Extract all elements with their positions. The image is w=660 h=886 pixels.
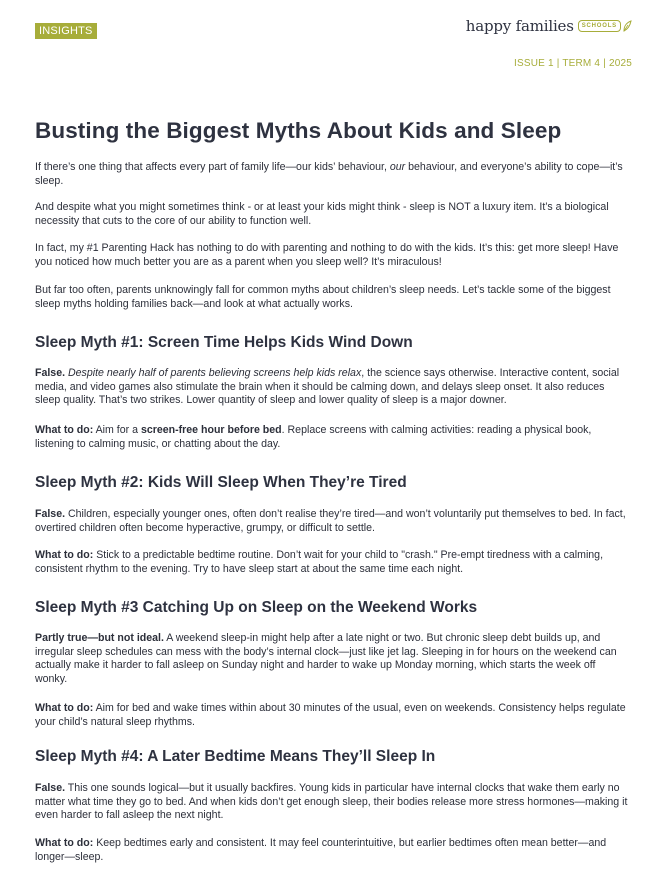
brand-badge: SCHOOLS xyxy=(578,20,621,32)
intro-text: behaviour, and everyone’s ability to cope—it’s sleep. xyxy=(35,161,623,187)
leaf-icon xyxy=(622,20,632,32)
todo-text: Keep bedtimes early and consistent. It may feel counterintuitive, but earlier bedtimes often mean better—and longer—sleep. xyxy=(35,837,607,863)
myth-heading: Sleep Myth #4: A Later Bedtime Means They’ll Sleep In xyxy=(35,748,436,765)
verdict-text: A weekend sleep-in might help after a late night or two. But chronic sleep debt builds up, and irregular sleep schedules can mess with the body’s internal clock—just like jet lag. Sleeping in for hours on the weekend can actually make it harder to fall asleep on Sunday night and harder to wake up Monday morning, which starts the week off wonky. xyxy=(35,632,617,685)
intro-paragraph-1 xyxy=(35,161,630,188)
what-to-do-paragraph xyxy=(35,549,630,576)
what-to-do-label: What to do: xyxy=(35,549,94,561)
page-title: Busting the Biggest Myths About Kids and Sleep xyxy=(35,118,562,143)
what-to-do-paragraph xyxy=(35,424,630,451)
what-to-do-label: What to do: xyxy=(35,837,94,849)
intro-text: If there’s one thing that affects every part of family life—our kids’ behaviour, xyxy=(35,161,390,173)
brand-name: happy families xyxy=(465,17,574,35)
todo-text: Aim for bed and wake times within about 30 minutes of the usual, even on weekends. Consistency helps regulate your child’s natural sleep rhythms. xyxy=(35,702,626,728)
todo-emphasis: screen-free hour before bed xyxy=(140,424,282,436)
myth-verdict-paragraph xyxy=(35,367,630,408)
myth-heading: Sleep Myth #2: Kids Will Sleep When They’re Tired xyxy=(35,474,407,491)
myth-verdict-paragraph xyxy=(35,782,630,823)
myth-verdict-paragraph xyxy=(35,508,630,535)
myth-heading: Sleep Myth #1: Screen Time Helps Kids Wind Down xyxy=(35,334,413,351)
what-to-do-label: What to do: xyxy=(35,424,94,436)
verdict-label: Partly true—but not ideal. xyxy=(35,632,164,644)
intro-emphasis: our xyxy=(389,161,406,173)
verdict-emphasis: Despite nearly half of parents believing screens help kids relax xyxy=(65,367,362,379)
what-to-do-paragraph xyxy=(35,702,630,729)
brand-logo xyxy=(466,17,632,35)
what-to-do-paragraph xyxy=(35,837,630,864)
verdict-text: , the science says otherwise. Interactive content, social media, and video games also stimulate the brain when it should be calming down, and delays sleep onset. It also reduces sleep quality. That’s two strikes. Lower quantity of sleep and lower quality of sleep is a major downer. xyxy=(35,367,620,406)
verdict-label: False. xyxy=(35,508,66,520)
issue-label: ISSUE 1 | TERM 4 | 2025 xyxy=(514,58,632,69)
verdict-label: False. xyxy=(35,782,66,794)
insights-tag: INSIGHTS xyxy=(35,23,97,39)
todo-text: . Replace screens with calming activities: reading a physical book, listening to calming music, or chatting about the day. xyxy=(35,424,592,450)
verdict-text: This one sounds logical—but it usually backfires. Young kids in particular have internal clocks that wake them early no matter what time they go to bed. And when kids don’t get enough sleep, their bodies release more stress hormones—making it even harder to fall asleep the next night. xyxy=(35,782,628,821)
intro-paragraph-2: And despite what you might sometimes think - or at least your kids might think - sleep is NOT a luxury item. It’s a biological necessity that cuts to the core of our ability to function well. xyxy=(35,201,609,227)
todo-text: Stick to a predictable bedtime routine. Don’t wait for your child to "crash." Pre-empt tiredness with a calming, consistent rhythm to the evening. Try to have sleep start at about the same time each night. xyxy=(35,549,604,575)
article xyxy=(35,117,630,863)
verdict-text: Children, especially younger ones, often don’t realise they’re tired—and won’t voluntarily put themselves to bed. In fact, overtired children often become hyperactive, grumpy, or difficult to settle. xyxy=(35,508,626,534)
intro-paragraph-3: In fact, my #1 Parenting Hack has nothing to do with parenting and nothing to do with the kids. It’s this: get more sleep! Have you noticed how much better you are as a parent when you sleep well? It’s miraculous! xyxy=(35,242,619,268)
myth-verdict-paragraph xyxy=(35,632,630,686)
what-to-do-label: What to do: xyxy=(35,702,94,714)
intro-paragraph-4: But far too often, parents unknowingly fall for common myths about children’s sleep needs. Let’s tackle some of the biggest sleep myths holding families back—and look at what actually works. xyxy=(35,284,611,310)
myth-heading: Sleep Myth #3 Catching Up on Sleep on the Weekend Works xyxy=(35,599,478,616)
verdict-label: False. xyxy=(35,367,66,379)
todo-text: Aim for a xyxy=(93,424,141,436)
